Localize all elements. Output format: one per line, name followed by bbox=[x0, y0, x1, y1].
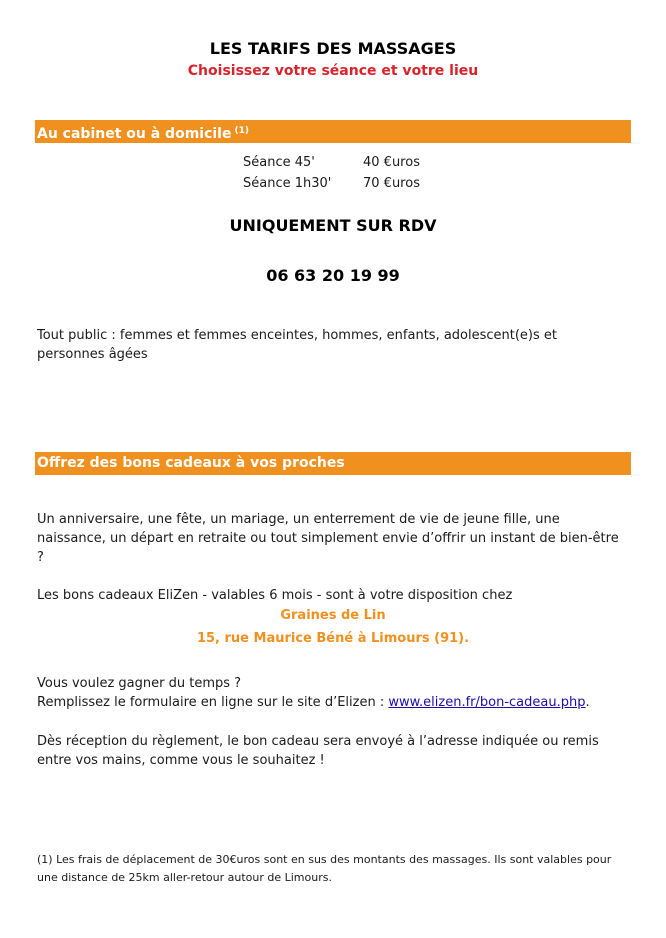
gift-form-link[interactable]: www.elizen.fr/bon-cadeau.php bbox=[388, 695, 586, 710]
page-subtitle: Choisissez votre séance et votre lieu bbox=[187, 63, 479, 79]
online-form-end: . bbox=[585, 695, 590, 710]
price-row-45 bbox=[243, 155, 420, 170]
audience-text: Tout public : femmes et femmes enceintes, hommes, enfants, adolescent(e)s et personnes âgées bbox=[37, 328, 558, 362]
price-row-90 bbox=[243, 176, 420, 191]
section-heading-gift-text: Offrez des bons cadeaux à vos proches bbox=[37, 455, 345, 471]
online-form-line bbox=[37, 693, 627, 712]
shop-name: Graines de Lin bbox=[280, 608, 386, 623]
occasions-text: Un anniversaire, une fête, un mariage, un enterrement de vie de jeune fille, une naissance, un départ en retraite ou tout simplement envie d’offrir un instant de bien-être ? bbox=[37, 512, 619, 565]
price-label: Séance 1h30' bbox=[243, 176, 332, 191]
online-form-paragraph bbox=[37, 674, 627, 712]
save-time-question: Vous voulez gagner du temps ? bbox=[37, 676, 242, 691]
reception-text: Dès réception du règlement, le bon cadeau sera envoyé à l’adresse indiquée ou remis entre vos mains, comme vous le souhaitez ! bbox=[37, 734, 599, 768]
page-title: LES TARIFS DES MASSAGES bbox=[209, 39, 457, 58]
shop-address: 15, rue Maurice Béné à Limours (91). bbox=[196, 631, 470, 646]
price-label: Séance 45' bbox=[243, 155, 315, 170]
section-heading-cabinet-text: Au cabinet ou à domicile bbox=[37, 126, 232, 142]
online-form-text: Remplissez le formulaire en ligne sur le site d’Elizen : bbox=[37, 695, 389, 710]
travel-fee-footnote: (1) Les frais de déplacement de 30€uros sont en sus des montants des massages. Ils sont valables pour une distance de 25km aller-retour autour de Limours. bbox=[37, 853, 612, 884]
availability-text: Les bons cadeaux EliZen - valables 6 mois - sont à votre disposition chez bbox=[37, 588, 513, 603]
price-value: 40 €uros bbox=[363, 155, 420, 170]
appointment-only-text: UNIQUEMENT SUR RDV bbox=[229, 216, 437, 235]
section-heading-cabinet bbox=[35, 120, 631, 143]
phone-number[interactable]: 06 63 20 19 99 bbox=[266, 266, 400, 285]
section-heading-gift bbox=[35, 452, 631, 475]
price-value: 70 €uros bbox=[363, 176, 420, 191]
footnote-marker: (1) bbox=[234, 126, 249, 136]
